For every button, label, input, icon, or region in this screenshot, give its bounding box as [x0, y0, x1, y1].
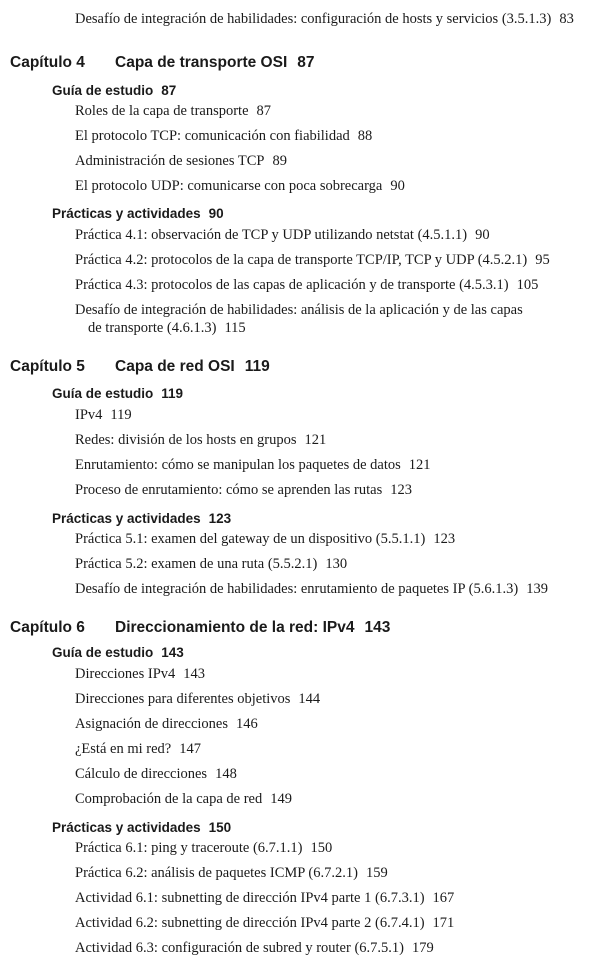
entry-page: 149	[270, 791, 292, 807]
entry-text: Desafío de integración de habilidades: configuración de hosts y servicios (3.5.1.3)	[75, 11, 552, 27]
toc-entry	[75, 127, 585, 145]
toc-entry	[75, 939, 585, 957]
entry-text: Cálculo de direcciones	[75, 766, 208, 782]
entry-text: Práctica 6.1: ping y traceroute (6.7.1.1)	[75, 840, 303, 856]
section-heading	[52, 819, 231, 837]
section-label: Prácticas y actividades	[52, 820, 201, 835]
entry-page: 88	[357, 128, 373, 144]
entry-page: 83	[559, 11, 574, 27]
entry-page: 146	[236, 716, 258, 732]
chapter-title: Direccionamiento de la red: IPv4	[115, 619, 355, 636]
entry-page: 123	[390, 482, 412, 498]
entry-page: 179	[411, 940, 434, 956]
section-page: 90	[208, 206, 224, 221]
entry-page: 95	[535, 252, 550, 268]
entry-text: Desafío de integración de habilidades: análisis de la aplicación y de las capas	[75, 302, 523, 318]
entry-text: Comprobación de la capa de red	[75, 791, 263, 807]
section-label: Guía de estudio	[52, 83, 154, 98]
section-page: 143	[161, 645, 184, 660]
entry-page: 144	[298, 691, 321, 707]
toc-entry	[75, 276, 585, 294]
entry-page: 148	[215, 766, 237, 782]
entry-text: Práctica 4.1: observación de TCP y UDP utilizando netstat (4.5.1.1)	[75, 227, 468, 243]
entry-text: Asignación de direcciones	[75, 716, 229, 732]
entry-text: Administración de sesiones TCP	[75, 153, 265, 169]
section-heading	[52, 205, 224, 223]
chapter-number: Capítulo 6	[10, 619, 85, 636]
entry-text: Redes: división de los hosts en grupos	[75, 432, 297, 448]
chapter-page: 119	[244, 358, 270, 375]
section-label: Prácticas y actividades	[52, 511, 201, 526]
entry-text: Direcciones para diferentes objetivos	[75, 691, 291, 707]
entry-page: 115	[224, 320, 246, 336]
toc-entry	[75, 665, 585, 683]
toc-entry	[75, 481, 585, 499]
chapter-page: 87	[297, 54, 315, 71]
section-page: 119	[161, 386, 184, 401]
entry-page: 90	[390, 178, 405, 194]
entry-text: Práctica 5.2: examen de una ruta (5.5.2.1)	[75, 556, 318, 572]
entry-text: IPv4	[75, 407, 103, 423]
entry-page: 121	[408, 457, 431, 473]
toc-entry	[75, 177, 585, 195]
chapter-page: 143	[364, 619, 391, 636]
toc-entry	[75, 889, 585, 907]
toc-entry	[75, 715, 585, 733]
entry-text: Direcciones IPv4	[75, 666, 176, 682]
toc-entry	[75, 765, 585, 783]
toc-entry	[75, 431, 585, 449]
entry-page: 139	[526, 581, 548, 597]
toc-entry	[75, 790, 585, 808]
entry-text: Actividad 6.3: configuración de subred y router (6.7.5.1)	[75, 940, 404, 956]
section-label: Guía de estudio	[52, 645, 154, 660]
chapter-heading	[10, 618, 590, 638]
entry-page: 123	[433, 531, 456, 547]
chapter-heading	[10, 53, 590, 73]
entry-page: 121	[304, 432, 327, 448]
section-label: Guía de estudio	[52, 386, 154, 401]
entry-page: 159	[365, 865, 388, 881]
toc-entry	[75, 226, 585, 244]
toc-entry	[75, 555, 585, 573]
toc-entry	[75, 580, 585, 598]
entry-page: 147	[179, 741, 201, 757]
entry-text: Práctica 5.1: examen del gateway de un dispositivo (5.5.1.1)	[75, 531, 426, 547]
toc-entry	[75, 839, 585, 857]
section-heading	[52, 385, 183, 403]
entry-text: Actividad 6.2: subnetting de dirección IPv4 parte 2 (6.7.4.1)	[75, 915, 425, 931]
entry-text: Práctica 4.3: protocolos de las capas de aplicación y de transporte (4.5.3.1)	[75, 277, 509, 293]
entry-text: El protocolo UDP: comunicarse con poca sobrecarga	[75, 178, 383, 194]
toc-entry	[75, 406, 585, 424]
entry-page: 143	[183, 666, 206, 682]
entry-text: Roles de la capa de transporte	[75, 103, 249, 119]
chapter-title: Capa de transporte OSI	[115, 54, 288, 71]
toc-entry	[75, 102, 585, 120]
toc-entry	[75, 740, 585, 758]
entry-page: 171	[432, 915, 455, 931]
chapter-heading	[10, 357, 590, 377]
toc-entry	[75, 251, 585, 269]
entry-text: Proceso de enrutamiento: cómo se aprenden las rutas	[75, 482, 383, 498]
section-heading	[52, 644, 184, 662]
chapter-title: Capa de red OSI	[115, 358, 235, 375]
toc-entry	[75, 10, 585, 28]
section-label: Prácticas y actividades	[52, 206, 201, 221]
toc-entry	[75, 301, 585, 337]
entry-text: ¿Está en mi red?	[75, 741, 172, 757]
section-page: 87	[161, 83, 177, 98]
section-page: 150	[208, 820, 232, 835]
toc-entry	[75, 914, 585, 932]
entry-text: Actividad 6.1: subnetting de dirección IPv4 parte 1 (6.7.3.1)	[75, 890, 425, 906]
entry-page: 150	[310, 840, 333, 856]
toc-entry	[75, 530, 585, 548]
toc-entry	[75, 864, 585, 882]
entry-page: 90	[475, 227, 490, 243]
section-heading	[52, 82, 176, 100]
toc-entry	[75, 152, 585, 170]
toc-entry	[75, 690, 585, 708]
entry-page: 167	[432, 890, 455, 906]
entry-text: Práctica 4.2: protocolos de la capa de transporte TCP/IP, TCP y UDP (4.5.2.1)	[75, 252, 528, 268]
entry-text: Desafío de integración de habilidades: enrutamiento de paquetes IP (5.6.1.3)	[75, 581, 519, 597]
section-heading	[52, 510, 231, 528]
entry-page: 105	[516, 277, 539, 293]
entry-text: El protocolo TCP: comunicación con fiabilidad	[75, 128, 350, 144]
entry-page: 87	[256, 103, 272, 119]
entry-page: 89	[272, 153, 287, 169]
entry-page: 119	[110, 407, 132, 423]
entry-page: 130	[325, 556, 348, 572]
chapter-number: Capítulo 4	[10, 54, 85, 71]
toc-entry	[75, 456, 585, 474]
section-page: 123	[208, 511, 232, 526]
chapter-number: Capítulo 5	[10, 358, 85, 375]
entry-text: Práctica 6.2: análisis de paquetes ICMP (6.7.2.1)	[75, 865, 358, 881]
entry-text-continued: de transporte (4.6.1.3)	[88, 320, 217, 336]
entry-text: Enrutamiento: cómo se manipulan los paquetes de datos	[75, 457, 401, 473]
